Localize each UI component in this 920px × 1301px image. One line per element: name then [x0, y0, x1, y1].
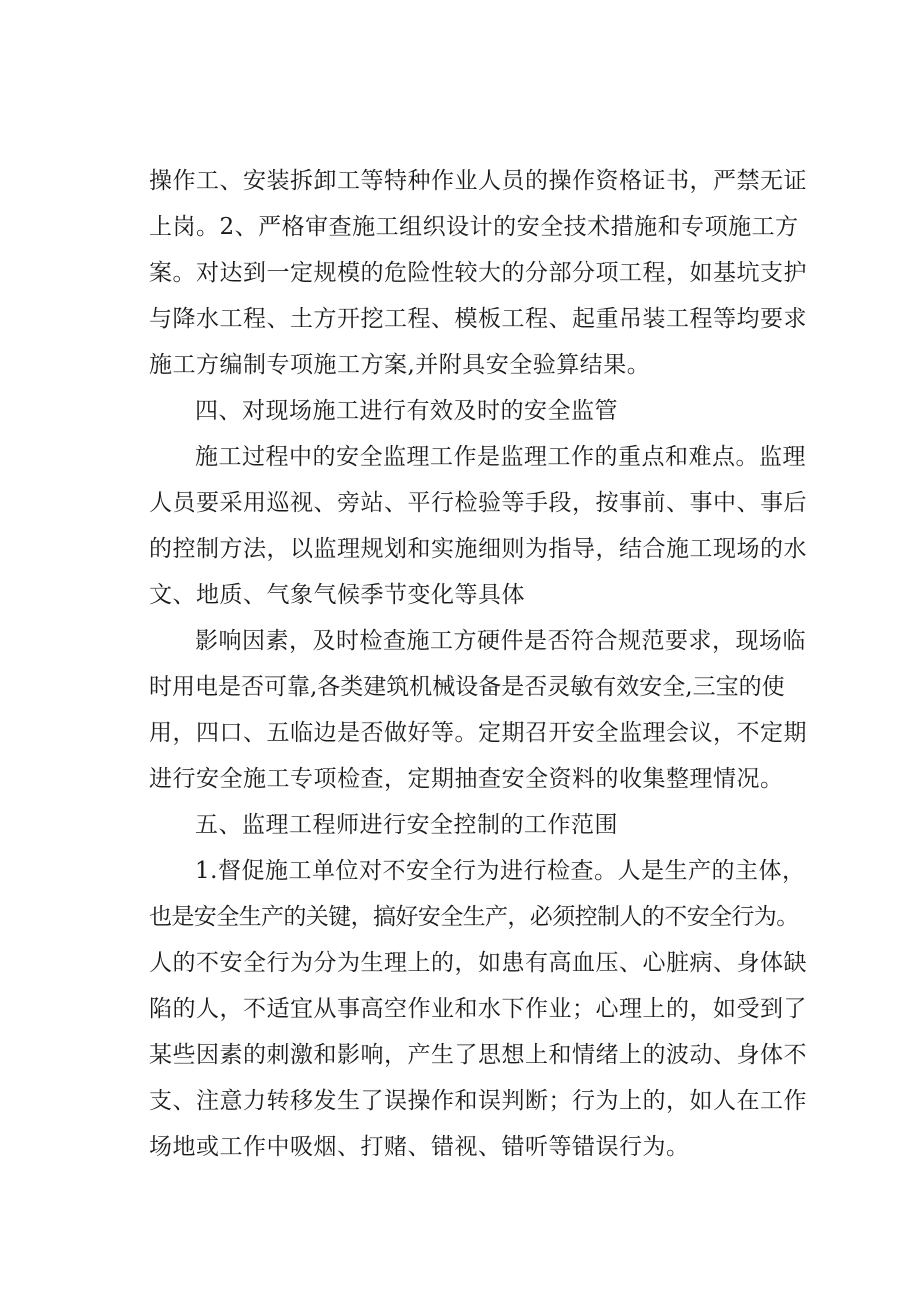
text-line: 操作工、安装拆卸工等特种作业人员的操作资格证书，严禁无证	[149, 168, 807, 194]
text-line: 用，四口、五临边是否做好等。定期召开安全监理会议，不定期	[149, 720, 807, 746]
text-line: 与降水工程、土方开挖工程、模板工程、起重吊装工程等均要求	[149, 306, 807, 332]
text-line: 人的不安全行为分为生理上的，如患有高血压、心脏病、身体缺	[149, 950, 807, 976]
text-line: 施工方编制专项施工方案,并附具安全验算结果。	[149, 352, 651, 378]
text-line: 进行安全施工专项检查，定期抽查安全资料的收集整理情况。	[149, 766, 784, 792]
text-line: 文、地质、气象气候季节变化等具体	[149, 582, 525, 608]
text-line: 案。对达到一定规模的危险性较大的分部分项工程，如基坑支护	[149, 260, 807, 286]
text-line: 陷的人，不适宜从事高空作业和水下作业；心理上的，如受到了	[149, 996, 807, 1022]
text-line: 时用电是否可靠,各类建筑机械设备是否灵敏有效安全,三宝的使	[149, 674, 785, 700]
section-heading-5: 五、监理工程师进行安全控制的工作范围	[195, 812, 618, 838]
text-line: 场地或工作中吸烟、打赌、错视、错听等错误行为。	[149, 1134, 690, 1160]
text-line: 支、注意力转移发生了误操作和误判断；行为上的，如人在工作	[149, 1088, 807, 1114]
text-line: 上岗。2、严格审查施工组织设计的安全技术措施和专项施工方	[149, 214, 799, 240]
text-line: 某些因素的刺激和影响，产生了思想上和情绪上的波动、身体不	[149, 1042, 807, 1068]
text-line: 影响因素，及时检查施工方硬件是否符合规范要求，现场临	[195, 628, 806, 654]
text-line: 1.督促施工单位对不安全行为进行检查。人是生产的主体，	[195, 858, 806, 884]
text-line: 施工过程中的安全监理工作是监理工作的重点和难点。监理	[195, 444, 806, 470]
section-heading-4: 四、对现场施工进行有效及时的安全监管	[195, 398, 618, 424]
text-line: 人员要采用巡视、旁站、平行检验等手段，按事前、事中、事后	[149, 490, 807, 516]
text-line: 的控制方法，以监理规划和实施细则为指导，结合施工现场的水	[149, 536, 807, 562]
text-line: 也是安全生产的关键，搞好安全生产，必须控制人的不安全行为。	[149, 904, 799, 930]
document-body	[149, 158, 809, 1170]
